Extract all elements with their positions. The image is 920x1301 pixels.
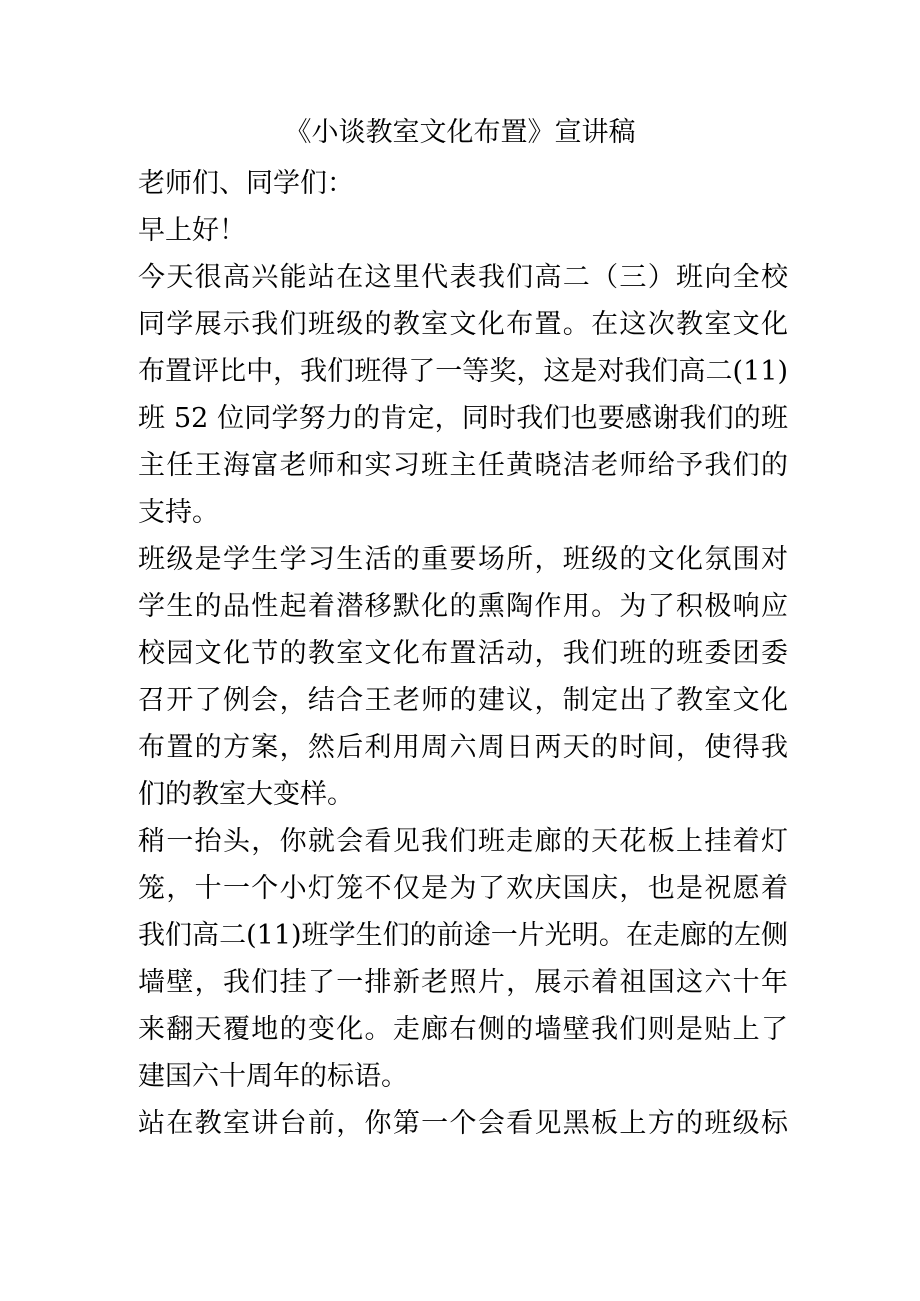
text-line: 同学展示我们班级的教室文化布置。在这次教室文化 bbox=[138, 309, 788, 340]
text-line: 班 52 位同学努力的肯定，同时我们也要感谢我们的班 bbox=[138, 403, 788, 434]
text-line: 学生的品性起着潜移默化的熏陶作用。为了积极响应 bbox=[138, 591, 788, 622]
text-line: 站在教室讲台前，你第一个会看见黑板上方的班级标 bbox=[138, 1108, 788, 1139]
text-line: 我们高二(11)班学生们的前途一片光明。在走廊的左侧 bbox=[138, 920, 788, 951]
text-line: 笼，十一个小灯笼不仅是为了欢庆国庆，也是祝愿着 bbox=[138, 873, 788, 904]
text-line: 支持。 bbox=[138, 497, 219, 528]
text-line: 今天很高兴能站在这里代表我们高二（三）班向全校 bbox=[138, 262, 788, 293]
text-line: 布置的方案，然后利用周六周日两天的时间，使得我 bbox=[138, 732, 788, 763]
text-line: 们的教室大变样。 bbox=[138, 779, 354, 810]
document-title: 《小谈教室文化布置》宣讲稿 bbox=[284, 117, 636, 148]
text-line: 稍一抬头，你就会看见我们班走廊的天花板上挂着灯 bbox=[138, 826, 788, 857]
text-line: 班级是学生学习生活的重要场所，班级的文化氛围对 bbox=[138, 544, 788, 575]
text-line: 布置评比中，我们班得了一等奖，这是对我们高二(11) bbox=[138, 356, 788, 387]
text-line: 校园文化节的教室文化布置活动，我们班的班委团委 bbox=[138, 638, 788, 669]
document-body bbox=[138, 160, 788, 1147]
text-line: 召开了例会，结合王老师的建议，制定出了教室文化 bbox=[138, 685, 788, 716]
text-line: 墙壁，我们挂了一排新老照片，展示着祖国这六十年 bbox=[138, 967, 788, 998]
text-line: 主任王海富老师和实习班主任黄晓洁老师给予我们的 bbox=[138, 450, 788, 481]
text-line: 老师们、同学们： bbox=[138, 168, 354, 199]
text-line: 建国六十周年的标语。 bbox=[138, 1061, 408, 1092]
text-line: 来翻天覆地的变化。走廊右侧的墙壁我们则是贴上了 bbox=[138, 1014, 788, 1045]
text-line: 早上好！ bbox=[138, 215, 246, 246]
